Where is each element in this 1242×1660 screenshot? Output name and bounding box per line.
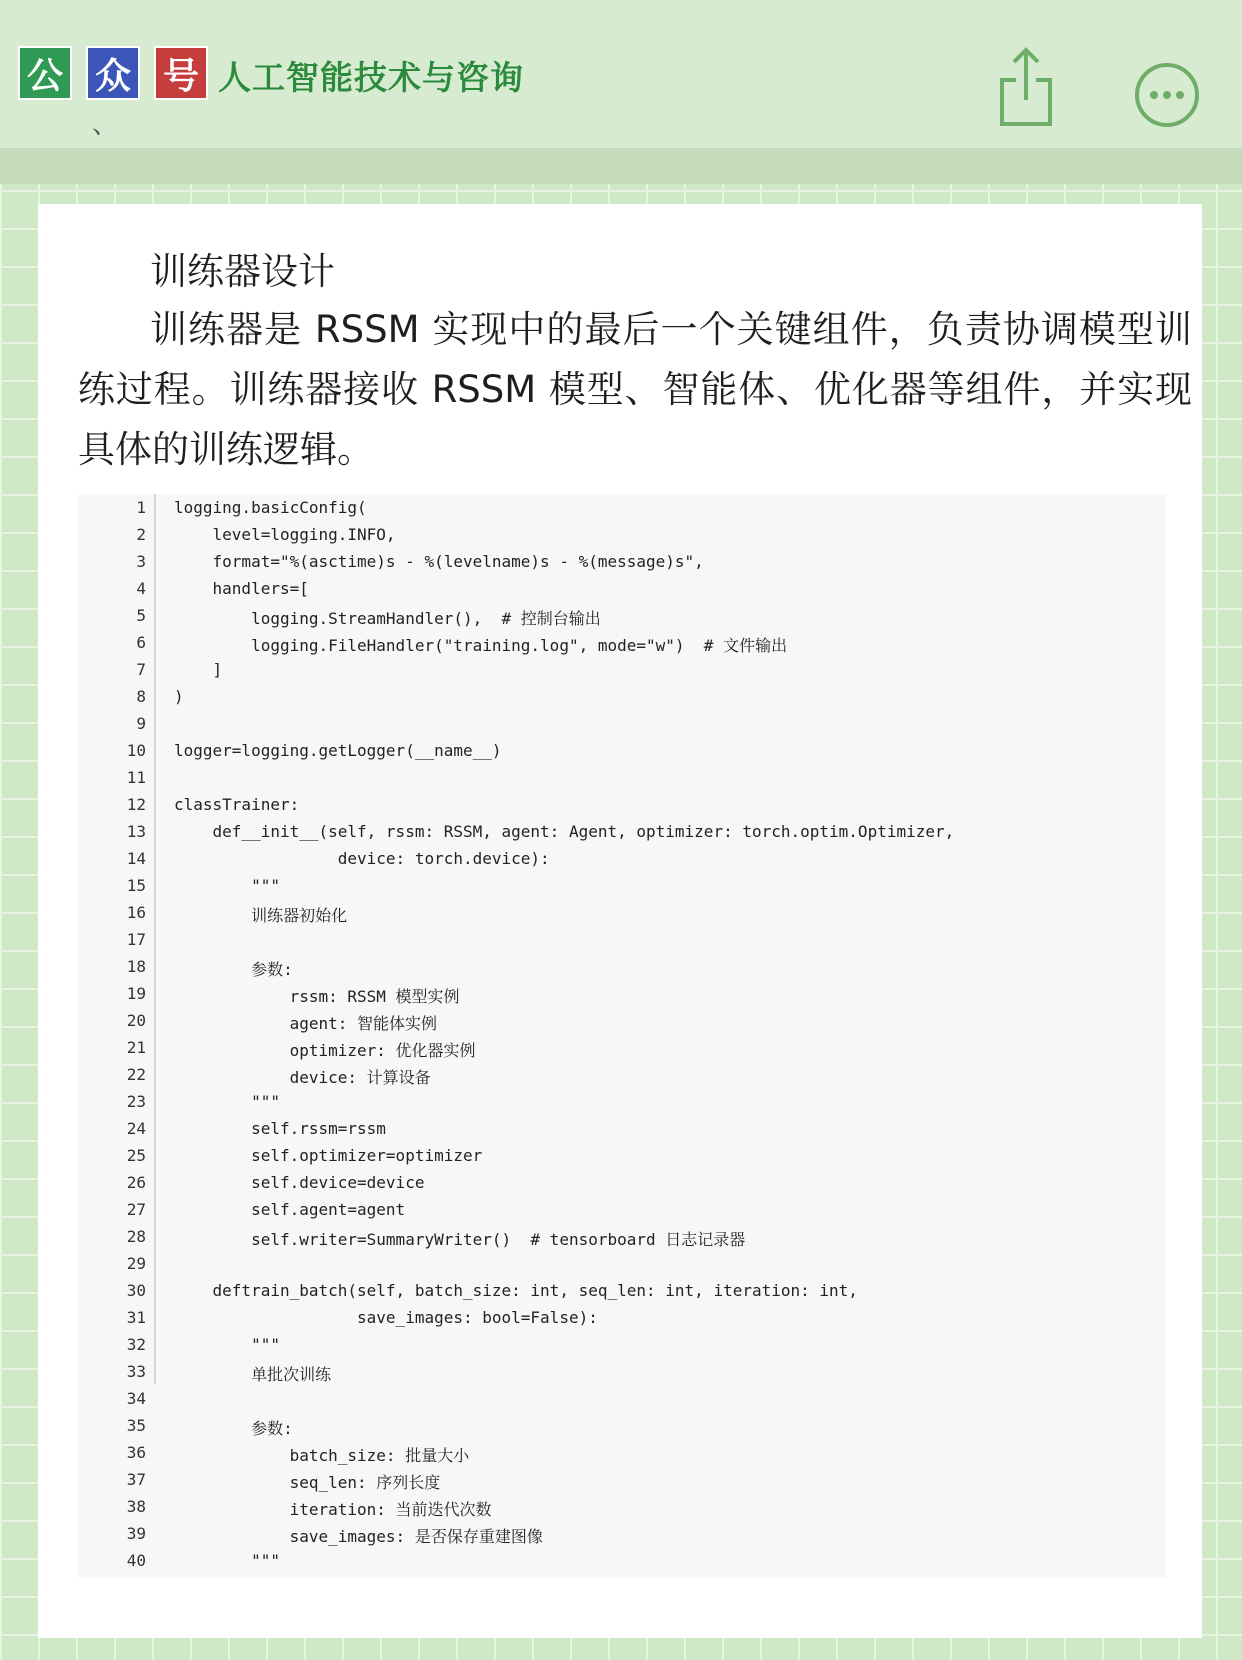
code-line: format="%(asctime)s - %(levelname)s - %(message)s", (174, 552, 704, 571)
line-number: 9 (136, 714, 146, 733)
line-number: 11 (126, 768, 146, 787)
code-line: 单批次训练 (174, 1365, 332, 1384)
code-line: """ (174, 1092, 280, 1111)
badge-zhong: 众 (86, 46, 140, 100)
line-number: 2 (136, 525, 146, 544)
line-number: 39 (126, 1524, 146, 1543)
code-line: save_images: bool=False): (174, 1308, 598, 1327)
code-line: seq_len: 序列长度 (174, 1473, 441, 1492)
code-line: ) (174, 687, 184, 706)
line-number: 27 (126, 1200, 146, 1219)
line-number: 6 (136, 633, 146, 652)
line-number: 32 (126, 1335, 146, 1354)
line-number: 10 (126, 741, 146, 760)
line-number: 16 (126, 903, 146, 922)
line-number: 38 (126, 1497, 146, 1516)
code-line: """ (174, 1551, 280, 1570)
line-number: 30 (126, 1281, 146, 1300)
line-number: 26 (126, 1173, 146, 1192)
top-bar-shadow-band (0, 148, 1242, 184)
line-number: 20 (126, 1011, 146, 1030)
share-icon[interactable] (996, 44, 1056, 130)
line-number-gutter (78, 494, 154, 1578)
line-number: 37 (126, 1470, 146, 1489)
gutter-divider (154, 494, 156, 1384)
code-line: deftrain_batch(self, batch_size: int, seq_len: int, iteration: int, (174, 1281, 858, 1300)
line-number: 15 (126, 876, 146, 895)
code-line: level=logging.INFO, (174, 525, 396, 544)
code-line: logger=logging.getLogger(__name__) (174, 741, 502, 760)
line-number: 23 (126, 1092, 146, 1111)
line-number: 8 (136, 687, 146, 706)
line-number: 14 (126, 849, 146, 868)
code-line: self.rssm=rssm (174, 1119, 386, 1138)
code-line: logging.FileHandler("training.log", mode="w") # 文件输出 (174, 636, 788, 655)
code-line: agent: 智能体实例 (174, 1014, 438, 1033)
code-line: self.device=device (174, 1173, 425, 1192)
line-number: 24 (126, 1119, 146, 1138)
code-line: rssm: RSSM 模型实例 (174, 987, 460, 1006)
line-number: 21 (126, 1038, 146, 1057)
line-number: 34 (126, 1389, 146, 1408)
code-block (78, 494, 1166, 1578)
line-number: 1 (136, 498, 146, 517)
accent-mark: 、 (92, 110, 119, 140)
code-line: 训练器初始化 (174, 906, 348, 925)
line-number: 40 (126, 1551, 146, 1570)
code-line: iteration: 当前迭代次数 (174, 1500, 492, 1519)
line-number: 35 (126, 1416, 146, 1435)
line-number: 3 (136, 552, 146, 571)
code-line: logging.StreamHandler(), # 控制台输出 (174, 609, 601, 628)
code-line: self.writer=SummaryWriter() # tensorboard 日志记录器 (174, 1230, 746, 1249)
code-line: handlers=[ (174, 579, 309, 598)
code-line: ] (174, 660, 223, 679)
code-line: def__init__(self, rssm: RSSM, agent: Agent, optimizer: torch.optim.Optimizer, (174, 822, 955, 841)
code-line: 参数: (174, 960, 293, 979)
line-number: 12 (126, 795, 146, 814)
badge-hao: 号 (154, 46, 208, 100)
code-line: batch_size: 批量大小 (174, 1446, 470, 1465)
code-line: """ (174, 1335, 280, 1354)
code-line: self.agent=agent (174, 1200, 406, 1219)
code-line: device: torch.device): (174, 849, 550, 868)
line-number: 18 (126, 957, 146, 976)
line-number: 13 (126, 822, 146, 841)
line-number: 33 (126, 1362, 146, 1381)
line-number: 19 (126, 984, 146, 1003)
badge-gong: 公 (18, 46, 72, 100)
section-title: 训练器设计 (150, 250, 335, 293)
code-line: optimizer: 优化器实例 (174, 1041, 476, 1060)
code-line: """ (174, 876, 280, 895)
code-line: self.optimizer=optimizer (174, 1146, 483, 1165)
line-number: 7 (136, 660, 146, 679)
line-number: 17 (126, 930, 146, 949)
line-number: 31 (126, 1308, 146, 1327)
account-name: 人工智能技术与咨询 (218, 58, 524, 97)
line-number: 29 (126, 1254, 146, 1273)
code-line: 参数: (174, 1419, 293, 1438)
code-line: classTrainer: (174, 795, 300, 814)
more-icon[interactable] (1134, 62, 1200, 128)
line-number: 25 (126, 1146, 146, 1165)
line-number: 28 (126, 1227, 146, 1246)
line-number: 5 (136, 606, 146, 625)
code-line: device: 计算设备 (174, 1068, 431, 1087)
code-line: save_images: 是否保存重建图像 (174, 1527, 543, 1546)
line-number: 36 (126, 1443, 146, 1462)
code-line: logging.basicConfig( (174, 498, 367, 517)
section-paragraph: 训练器是 RSSM 实现中的最后一个关键组件，负责协调模型训练过程。训练器接收 RSSM 模型、智能体、优化器等组件，并实现具体的训练逻辑。 (78, 308, 1192, 471)
line-number: 22 (126, 1065, 146, 1084)
line-number: 4 (136, 579, 146, 598)
article-card (38, 204, 1202, 1638)
